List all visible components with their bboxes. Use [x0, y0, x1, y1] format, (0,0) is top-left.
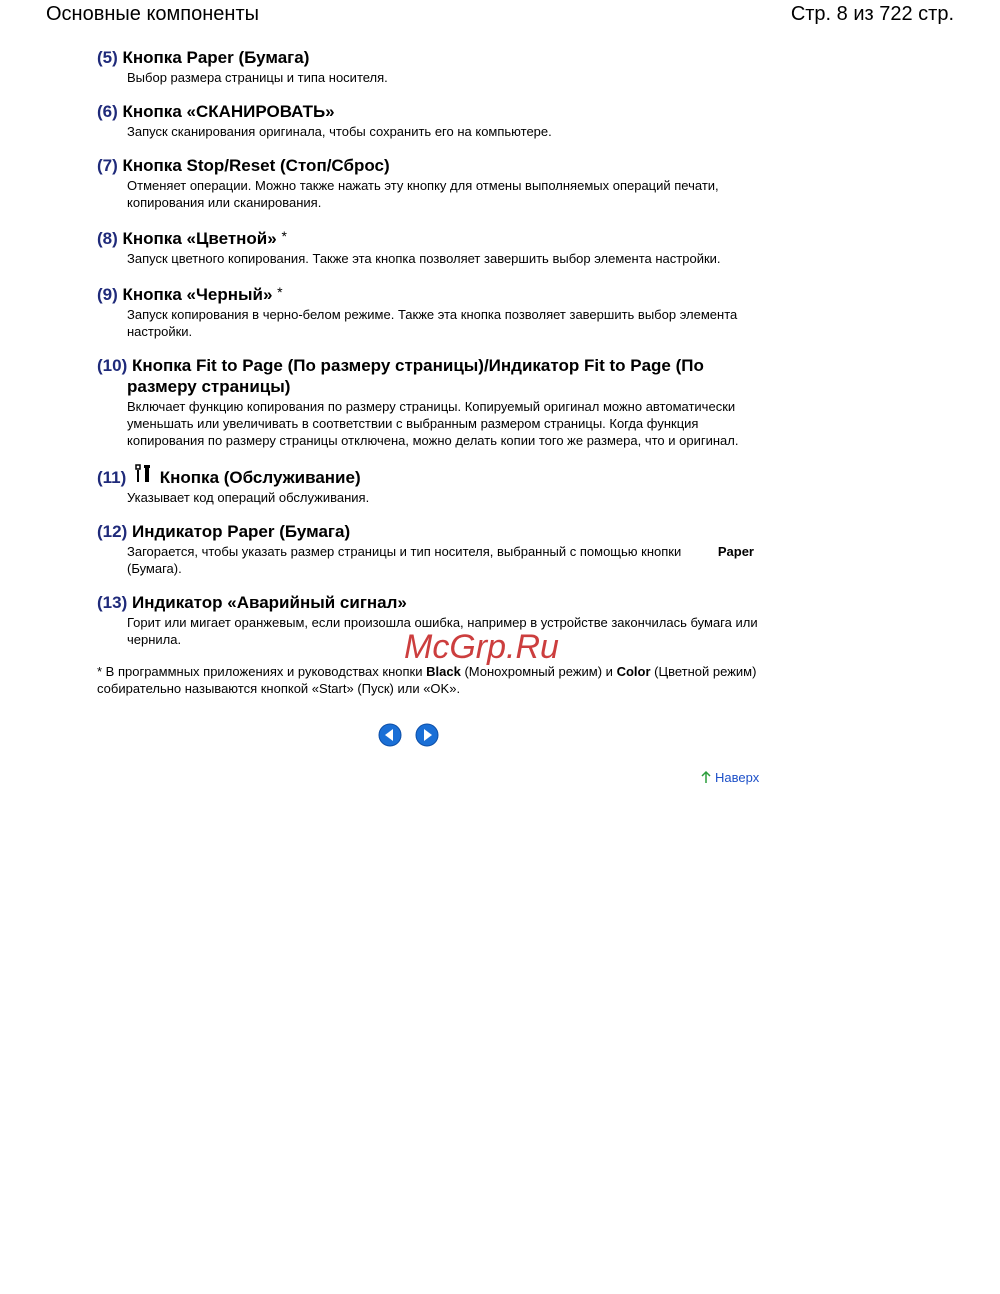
item-heading [97, 47, 762, 68]
item-description: Горит или мигает оранжевым, если произошла ошибка, например в устройстве закончилась бумага или чернила. [127, 615, 758, 647]
item-description: Запуск копирования в черно-белом режиме. Также эта кнопка позволяет завершить выбор элемента настройки. [127, 307, 738, 339]
item-heading [97, 464, 762, 488]
item-title: Кнопка (Обслуживание) [159, 468, 361, 487]
item-title: Кнопка Stop/Reset (Стоп/Сброс) [122, 156, 390, 175]
footnote-text: (Цветной режим) собирательно называются кнопкой «Start» (Пуск) или «OK». [97, 664, 757, 696]
item-heading [97, 226, 762, 249]
page-header [0, 0, 1000, 28]
list-item [97, 282, 762, 340]
item-title: Кнопка Fit to Page (По размеру страницы)/Индикатор Fit to Page (По размеру страницы) [127, 356, 704, 396]
item-heading [97, 155, 762, 176]
item-heading [97, 592, 762, 613]
back-to-top-label[interactable]: Наверх [715, 770, 760, 785]
arrow-left-circle-icon[interactable] [378, 723, 402, 747]
item-title: Кнопка Paper (Бумага) [122, 48, 310, 67]
list-item [97, 155, 762, 211]
footnote-text: (Монохромный режим) и [464, 664, 613, 679]
list-item [97, 101, 762, 140]
footnote-text: * В программных приложениях и руководствах кнопки [97, 664, 423, 679]
item-number: (11) [97, 468, 127, 487]
list-item [97, 521, 762, 577]
item-description-tail: (Бумага). [127, 561, 182, 576]
page-navigation [378, 723, 442, 749]
item-description: Запуск сканирования оригинала, чтобы сохранить его на компьютере. [127, 124, 552, 139]
document-title: Основные компоненты [46, 3, 259, 25]
paper-button-label: Paper [717, 544, 754, 559]
item-number: (10) [97, 356, 128, 375]
item-number: (8) [97, 229, 118, 248]
item-number: (9) [97, 285, 118, 304]
arrow-right-circle-icon[interactable] [415, 723, 439, 747]
list-item [97, 226, 762, 267]
item-title: Индикатор «Аварийный сигнал» [131, 593, 407, 612]
item-heading [97, 101, 762, 122]
item-title: Кнопка «Черный» [122, 285, 273, 304]
item-number: (12) [97, 522, 128, 541]
footnote [97, 663, 762, 697]
item-description [127, 543, 762, 577]
item-heading [97, 521, 762, 542]
item-number: (13) [97, 593, 128, 612]
footnote-marker: * [281, 228, 287, 244]
back-to-top-link[interactable] [700, 770, 759, 785]
item-heading [97, 282, 762, 305]
item-number: (7) [97, 156, 118, 175]
item-heading [97, 355, 762, 397]
maintenance-icon [133, 464, 153, 484]
item-number: (5) [97, 48, 118, 67]
page-counter: Стр. 8 из 722 стр. [790, 3, 954, 25]
footnote-marker: * [277, 284, 283, 300]
item-description: Выбор размера страницы и типа носителя. [127, 70, 388, 85]
item-title: Кнопка «Цветной» [122, 229, 277, 248]
footnote-color-label: Color [616, 664, 651, 679]
list-item [97, 47, 762, 86]
watermark: McGrp.Ru [404, 628, 559, 666]
item-description: Включает функцию копирования по размеру страницы. Копируемый оригинал можно автоматически уменьшать или увеличивать в соответствии с выбранным размером страницы. Когда функция копирования по размеру страницы отключена, можно делать копии того же размера, что и оригинал. [127, 399, 739, 448]
item-description: Отменяет операции. Можно также нажать эту кнопку для отмены выполняемых операций печати, копирования или сканирования. [127, 178, 719, 210]
item-description: Указывает код операций обслуживания. [127, 490, 370, 505]
list-item [97, 464, 762, 506]
arrow-up-icon [700, 770, 712, 784]
item-title: Индикатор Paper (Бумага) [131, 522, 351, 541]
footnote-black-label: Black [426, 664, 461, 679]
item-description-text: Загорается, чтобы указать размер страницы и тип носителя, выбранный с помощью кнопки [127, 544, 682, 559]
list-item [97, 355, 762, 449]
item-description: Запуск цветного копирования. Также эта кнопка позволяет завершить выбор элемента настройки. [127, 251, 721, 266]
item-number: (6) [97, 102, 118, 121]
item-title: Кнопка «СКАНИРОВАТЬ» [122, 102, 335, 121]
components-list [97, 47, 762, 697]
